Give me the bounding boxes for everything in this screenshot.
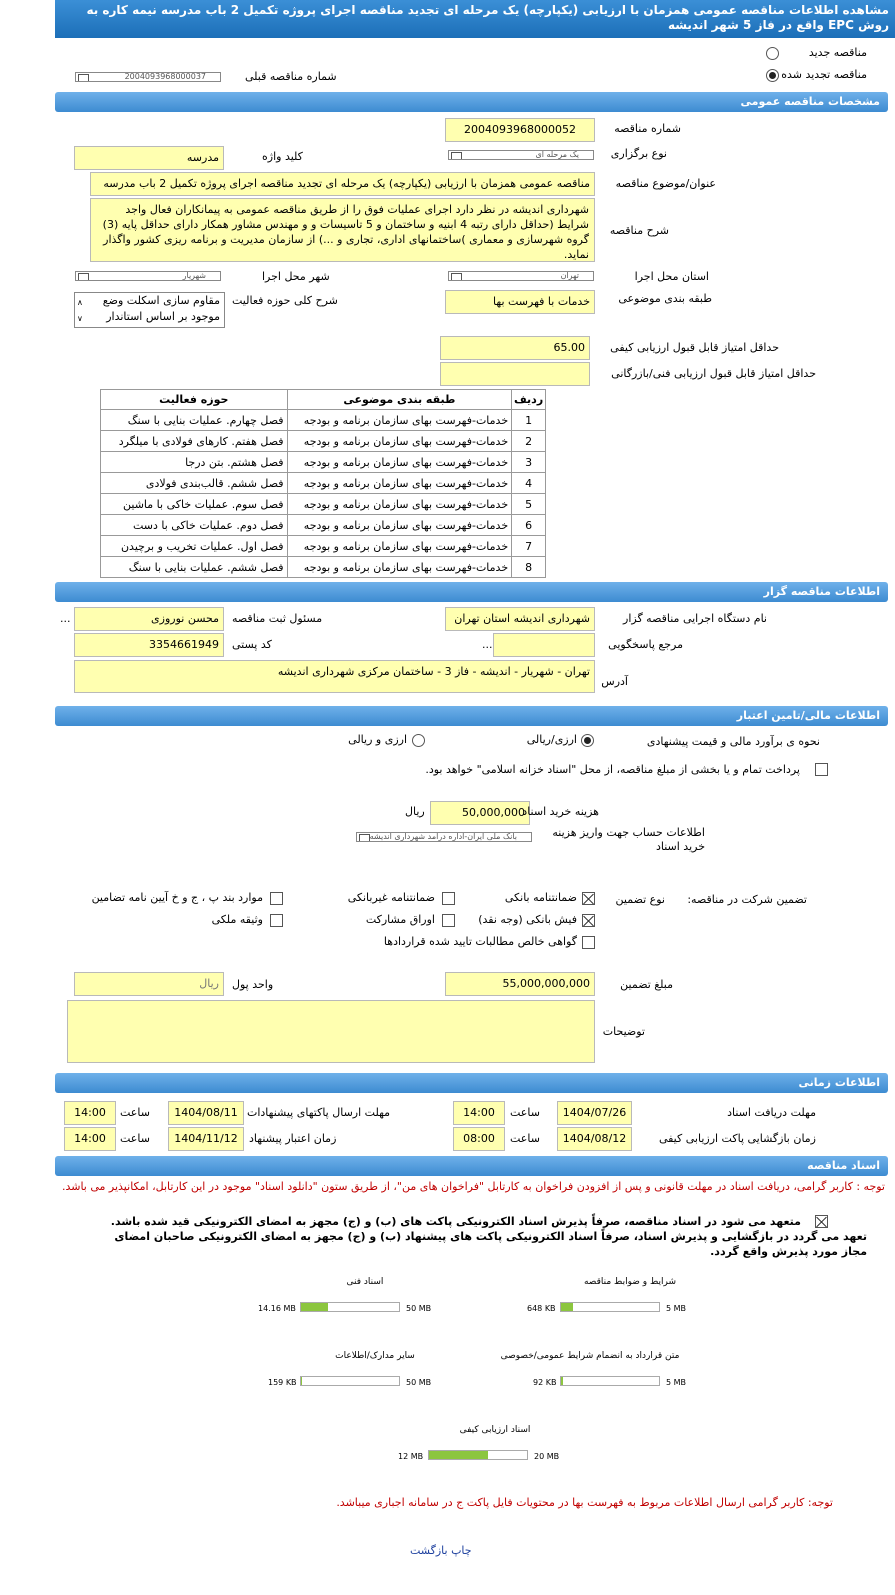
registrar-label: مسئول ثبت مناقصه bbox=[232, 612, 323, 625]
guarantee-amount-label: مبلغ تضمین bbox=[620, 978, 673, 991]
doc-receive-time: 14:00 bbox=[453, 1101, 505, 1125]
min-technical-label: حداقل امتیاز قابل قبول ارزیابی فنی/بازرگانی bbox=[611, 367, 816, 380]
file-2-name: اسناد فنی bbox=[346, 1277, 384, 1287]
subject-label: عنوان/موضوع مناقصه bbox=[615, 177, 716, 190]
address-label: آدرس bbox=[601, 675, 628, 688]
doc-cost-unit: ریال bbox=[405, 805, 425, 818]
tender-number-label: شماره مناقصه bbox=[614, 122, 681, 135]
file-3-max: 5 MB bbox=[666, 1378, 687, 1387]
doc-receive-label: مهلت دریافت اسناد bbox=[727, 1106, 816, 1119]
response-label: مرجع پاسخگویی bbox=[608, 638, 683, 651]
registrar-more[interactable]: ... bbox=[60, 612, 71, 625]
currency-label: واحد پول bbox=[232, 978, 274, 991]
account-label: اطلاعات حساب جهت واریز هزینه خرید اسناد bbox=[552, 826, 705, 853]
col-row: ردیف bbox=[512, 390, 546, 410]
file-1-bar bbox=[560, 1302, 660, 1312]
general-section-header: مشخصات مناقصه عمومی bbox=[55, 92, 888, 112]
table-row: 4 خدمات-فهرست بهای سازمان برنامه و بودجه فصل ششم. قالب‌بندی فولادی bbox=[101, 473, 546, 494]
send-deadline-date: 1404/08/11 bbox=[168, 1101, 244, 1125]
city-select[interactable]: شهریار bbox=[75, 271, 221, 281]
non-bank-label: ضمانتنامه غیربانکی bbox=[347, 891, 435, 904]
participation-label: تضمین شرکت در مناقصه: bbox=[687, 893, 807, 906]
description-field: شهرداری اندیشه در نظر دارد اجرای عملیات فوق را از طریق مناقصه عمومی به پیمانکاران فعال واجد شرایط (حداقل دارای رتبه 4 ابنیه و ساختمان و 5 تاسیسات و و مهندس مشاور همکار دارای حداقل پایه (3) گروه شهرسازی و معماری )ساختمانهای اداری، تجاری و ...) از سازمان مدیریت و برنامه ریزی کشور واگذار نماید. bbox=[90, 198, 595, 262]
scroll-down-icon[interactable]: ∨ bbox=[77, 314, 83, 323]
organizer-field: شهرداری اندیشه استان تهران bbox=[445, 607, 595, 631]
clauses-label: موارد بند پ ، ج و خ آیین نامه تضامین bbox=[91, 891, 263, 904]
doc-receive-date: 1404/07/26 bbox=[557, 1101, 632, 1125]
non-bank-checkbox[interactable] bbox=[442, 892, 455, 905]
province-select[interactable]: تهران bbox=[448, 271, 594, 281]
clauses-checkbox[interactable] bbox=[270, 892, 283, 905]
file-2-max: 50 MB bbox=[406, 1304, 432, 1313]
currency-field: ریال bbox=[74, 972, 224, 996]
send-deadline-time: 14:00 bbox=[64, 1101, 116, 1125]
holding-type-select[interactable]: یک مرحله ای bbox=[448, 150, 594, 160]
response-more[interactable]: ... bbox=[482, 638, 493, 651]
cheque-checkbox[interactable] bbox=[582, 914, 595, 927]
table-row: 2 خدمات-فهرست بهای سازمان برنامه و بودجه فصل هفتم. کارهای فولادی با میلگرد bbox=[101, 431, 546, 452]
documents-section-header: اسناد مناقصه bbox=[55, 1156, 888, 1176]
file-4-name: سایر مدارک/اطلاعات bbox=[335, 1351, 415, 1361]
net-claims-checkbox[interactable] bbox=[582, 936, 595, 949]
validity-date: 1404/11/12 bbox=[168, 1127, 244, 1151]
table-row: 3 خدمات-فهرست بهای سازمان برنامه و بودجه فصل هشتم. بتن درجا bbox=[101, 452, 546, 473]
postal-label: کد پستی bbox=[232, 638, 272, 651]
activities-table bbox=[100, 389, 546, 578]
price-list-note: توجه: کاربر گرامی ارسال اطلاعات مربوط به فهرست بها در محتویات فایل پاکت ج در سامانه اجباری میباشد. bbox=[336, 1496, 833, 1509]
file-4-size: 159 KB bbox=[268, 1378, 297, 1387]
guarantee-amount-field: 55,000,000,000 bbox=[445, 972, 595, 996]
table-row: 6 خدمات-فهرست بهای سازمان برنامه و بودجه فصل دوم. عملیات خاکی با دست bbox=[101, 515, 546, 536]
finance-section-header: اطلاعات مالی/تامین اعتبار bbox=[55, 706, 888, 726]
previous-number-select[interactable]: 2004093968000037 bbox=[75, 72, 221, 82]
activity-desc-label: شرح کلی حوزه فعالیت bbox=[232, 294, 338, 307]
file-3-fill bbox=[561, 1377, 563, 1385]
activity-desc-list[interactable] bbox=[74, 292, 225, 328]
category-label: طبقه بندی موضوعی bbox=[618, 292, 712, 305]
holding-type-label: نوع برگزاری bbox=[610, 147, 667, 160]
scroll-up-icon[interactable]: ∧ bbox=[77, 298, 83, 307]
doc-cost-field: 50,000,000 bbox=[430, 801, 530, 825]
subject-field: مناقصه عمومی همزمان با ارزیابی (یکپارچه) یک مرحله ای تجدید مناقصه اجرای پروژه تکمیل 2 باب مدرسه bbox=[90, 172, 595, 196]
notes-field bbox=[67, 1000, 595, 1063]
file-2-fill bbox=[301, 1303, 328, 1311]
file-5-fill bbox=[429, 1451, 488, 1459]
keyword-label: کلید واژه bbox=[262, 150, 303, 163]
file-5-name: اسناد ارزیابی کیفی bbox=[459, 1425, 531, 1435]
tender-number-field: 2004093968000052 bbox=[445, 118, 595, 142]
file-1-name: شرایط و ضوابط مناقصه bbox=[583, 1277, 677, 1287]
file-1-fill bbox=[561, 1303, 573, 1311]
property-checkbox[interactable] bbox=[270, 914, 283, 927]
file-3-bar bbox=[560, 1376, 660, 1386]
doc-cost-label: هزینه خرید اسناد bbox=[522, 805, 599, 818]
table-row: 1 خدمات-فهرست بهای سازمان برنامه و بودجه فصل چهارم. عملیات بنایی با سنگ bbox=[101, 410, 546, 431]
organizer-label: نام دستگاه اجرایی مناقصه گزار bbox=[623, 612, 767, 625]
validity-label: زمان اعتبار پیشنهاد bbox=[249, 1132, 337, 1145]
opening-label: زمان بازگشایی پاکت ارزیابی کیفی bbox=[658, 1132, 816, 1145]
new-tender-label: مناقصه جدید bbox=[808, 46, 867, 59]
response-field bbox=[493, 633, 595, 657]
file-4-fill bbox=[301, 1377, 302, 1385]
organizer-section-header: اطلاعات مناقصه گزار bbox=[55, 582, 888, 602]
min-quality-field: 65.00 bbox=[440, 336, 590, 360]
net-claims-label: گواهی خالص مطالبات تایید شده قراردادها bbox=[383, 935, 577, 948]
file-2-bar bbox=[300, 1302, 400, 1312]
commit-checkbox[interactable] bbox=[815, 1215, 828, 1228]
notes-label: توضیحات bbox=[602, 1025, 645, 1038]
col-category: طبقه بندی موضوعی bbox=[287, 390, 512, 410]
table-row: 7 خدمات-فهرست بهای سازمان برنامه و بودجه فصل اول. عملیات تخریب و برچیدن bbox=[101, 536, 546, 557]
postal-field: 3354661949 bbox=[74, 633, 224, 657]
bonds-label: اوراق مشارکت bbox=[365, 913, 435, 926]
activity-desc-line-1: مقاوم سازی اسکلت وضع bbox=[102, 294, 220, 307]
treasury-label: پرداخت تمام و یا بخشی از مبلغ مناقصه، از محل "اسناد خزانه اسلامی" خواهد بود. bbox=[425, 763, 800, 776]
address-field: تهران - شهریار - اندیشه - فاز 3 - ساختمان مرکزی شهرداری اندیشه bbox=[74, 660, 595, 693]
description-label: شرح مناقصه bbox=[609, 224, 669, 237]
min-quality-label: حداقل امتیاز قابل قبول ارزیابی کیفی bbox=[610, 341, 779, 354]
table-row: 5 خدمات-فهرست بهای سازمان برنامه و بودجه فصل سوم. عملیات خاکی با ماشین bbox=[101, 494, 546, 515]
documents-note: توجه : کاربر گرامی، دریافت اسناد در مهلت قانونی و پس از افزودن فراخوان به کارتابل "فراخوان های من"، از طریق ستون "دانلود اسناد" موجود در این کارتابل، امکانپذیر می باشد. bbox=[61, 1180, 885, 1193]
opening-time: 08:00 bbox=[453, 1127, 505, 1151]
page-title: مشاهده اطلاعات مناقصه عمومی همزمان با ارزیابی (یکپارچه) یک مرحله ای تجدید مناقصه اجرای پروژه تکمیل 2 باب مدرسه نیمه کاره به روش EPC واقع در فاز 5 شهر اندیشه bbox=[55, 0, 895, 38]
send-deadline-time-label: ساعت bbox=[120, 1106, 150, 1119]
validity-time-label: ساعت bbox=[120, 1132, 150, 1145]
bank-guarantee-checkbox[interactable] bbox=[582, 892, 595, 905]
bonds-checkbox[interactable] bbox=[442, 914, 455, 927]
bank-guarantee-label: ضمانتنامه بانکی bbox=[504, 891, 577, 904]
new-tender-radio[interactable] bbox=[766, 47, 779, 60]
commit-text-2: تعهد می گردد در بازگشایی و پذیرش اسناد، صرفاً اسناد الکترونیکی پاکت های پیشنهاد (ب) و (ج) مجهز به امضای الکترونیکی صاحبان امضای مجاز مورد پذیرش واقع گردد. bbox=[114, 1230, 867, 1258]
file-2-size: 14.16 MB bbox=[258, 1304, 296, 1313]
city-label: شهر محل اجرا bbox=[262, 270, 330, 283]
file-3-size: 92 KB bbox=[533, 1378, 557, 1387]
property-label: وثیقه ملکی bbox=[211, 913, 263, 926]
category-field: خدمات با فهرست بها bbox=[445, 290, 595, 314]
file-4-bar bbox=[300, 1376, 400, 1386]
estimate-label: نحوه ی برآورد مالی و قیمت پیشنهادی bbox=[646, 735, 820, 748]
opening-date: 1404/08/12 bbox=[557, 1127, 632, 1151]
previous-number-label: شماره مناقصه قبلی bbox=[245, 70, 337, 83]
file-1-size: 648 KB bbox=[527, 1304, 556, 1313]
guarantee-type-label: نوع تضمین bbox=[615, 893, 665, 906]
keyword-field: مدرسه bbox=[74, 146, 224, 170]
col-area: حوزه فعالیت bbox=[101, 390, 288, 410]
renewed-tender-radio[interactable] bbox=[766, 69, 779, 82]
print-back-links[interactable]: چاپ بازگشت bbox=[410, 1544, 472, 1557]
file-5-max: 20 MB bbox=[534, 1452, 560, 1461]
treasury-checkbox[interactable] bbox=[815, 763, 828, 776]
min-technical-field bbox=[440, 362, 590, 386]
file-1-max: 5 MB bbox=[666, 1304, 687, 1313]
renewed-tender-label: مناقصه تجدید شده bbox=[781, 68, 867, 81]
activity-desc-line-2: موجود بر اساس استاندار bbox=[106, 310, 220, 323]
doc-receive-time-label: ساعت bbox=[510, 1106, 540, 1119]
account-select[interactable]: بانک ملی ایران-اداره درآمد شهرداری اندیشه bbox=[356, 832, 532, 842]
fx-label: ارزی و ریالی bbox=[348, 733, 407, 746]
file-3-name: متن قرارداد به انضمام شرایط عمومی/خصوصی bbox=[500, 1351, 680, 1361]
rial-radio[interactable] bbox=[581, 734, 594, 747]
file-4-max: 50 MB bbox=[406, 1378, 432, 1387]
opening-time-label: ساعت bbox=[510, 1132, 540, 1145]
province-label: استان محل اجرا bbox=[634, 270, 709, 283]
file-5-bar bbox=[428, 1450, 528, 1460]
fx-radio[interactable] bbox=[412, 734, 425, 747]
commit-text-1: متعهد می شود در اسناد مناقصه، صرفاً پذیرش اسناد الکترونیکی پاکت های (ب) و (ج) مجهز به امضای الکترونیکی قید شده باشد. bbox=[110, 1215, 801, 1228]
timing-section-header: اطلاعات زمانی bbox=[55, 1073, 888, 1093]
cheque-label: فیش بانکی (وجه نقد) bbox=[478, 913, 577, 926]
registrar-field: محسن نوروزی bbox=[74, 607, 224, 631]
table-row: 8 خدمات-فهرست بهای سازمان برنامه و بودجه فصل ششم. عملیات بنایی با سنگ bbox=[101, 557, 546, 578]
rial-label: ارزی/ریالی bbox=[526, 733, 577, 746]
send-deadline-label: مهلت ارسال پاکتهای پیشنهادات bbox=[247, 1106, 391, 1119]
validity-time: 14:00 bbox=[64, 1127, 116, 1151]
file-5-size: 12 MB bbox=[398, 1452, 424, 1461]
